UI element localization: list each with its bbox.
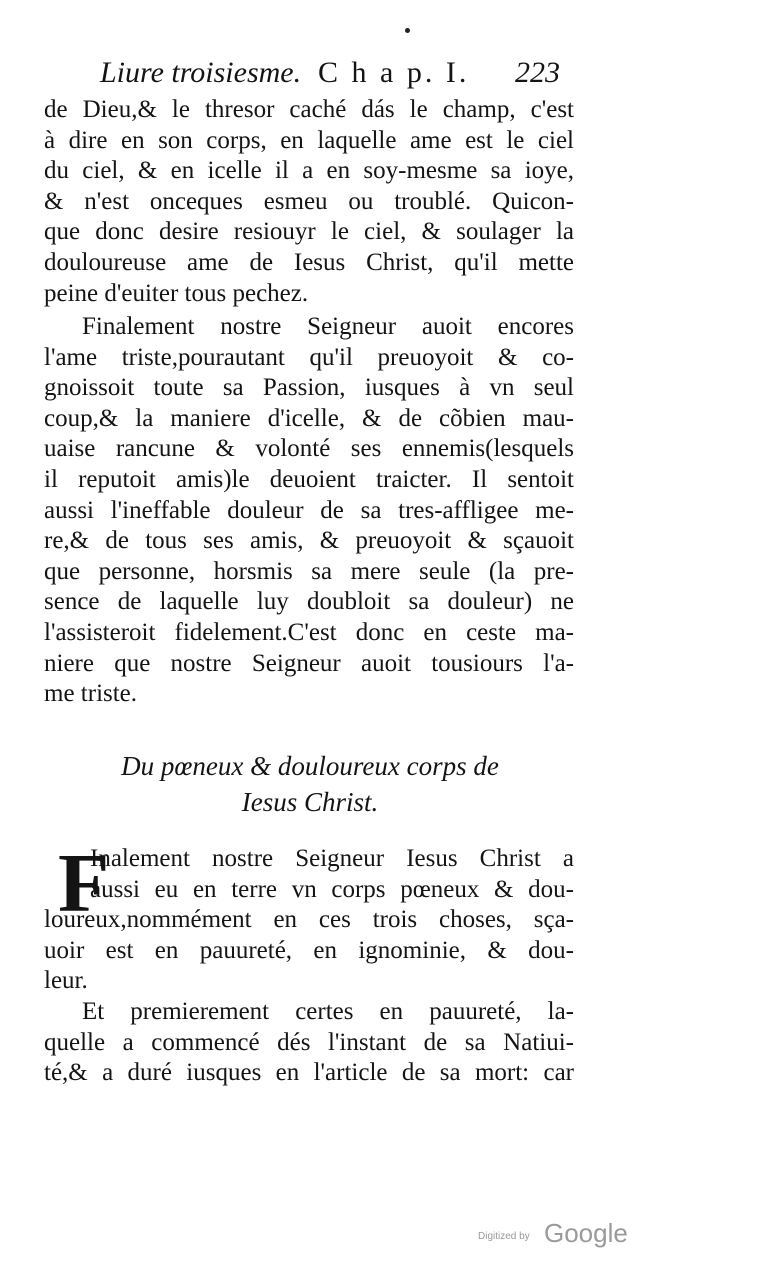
page-number: 223 — [515, 56, 560, 89]
text-line: loureux,nommément en ces trois choses, sça- — [44, 906, 574, 934]
text-line: l'assisteroit fidelement.C'est donc en ceste ma- — [44, 618, 574, 646]
watermark-prefix: Digitized by — [478, 1231, 530, 1242]
digitized-watermark — [478, 1218, 638, 1252]
text-line: uoir est en pauureté, en ignominie, & dou- — [44, 936, 574, 964]
text-line: aussi l'ineffable douleur de sa tres-affligee me- — [44, 496, 574, 524]
text-line: douloureuse ame de Iesus Christ, qu'il mette — [44, 248, 574, 276]
text-line: Inalement nostre Seigneur Iesus Christ a — [90, 845, 574, 872]
text-line: quelle a commencé dés l'instant de sa Natiui- — [44, 1028, 574, 1056]
text-line: coup,& la maniere d'icelle, & de cõbien mau- — [44, 404, 574, 432]
section-heading-line-1: Du pœneux & douloureux corps de — [121, 751, 499, 781]
running-head — [100, 56, 560, 96]
text-line: sence de laquelle luy doubloit sa douleur) ne — [44, 588, 574, 616]
text-line: re,& de tous ses amis, & preuoyoit & sçauoit — [44, 527, 574, 555]
text-line: uaise rancune & volonté ses ennemis(lesquels — [44, 435, 574, 463]
text-line: que donc desire resiouyr le ciel, & soulager la — [44, 218, 574, 246]
text-line: & n'est onceques esmeu ou troublé. Quicon- — [44, 187, 574, 215]
text-line: de Dieu,& le thresor caché dás le champ, c'est — [44, 96, 574, 123]
text-line: té,& a duré iusques en l'article de sa mort: car — [44, 1059, 574, 1087]
text-line: Finalement nostre Seigneur auoit encores — [82, 313, 574, 340]
text-line: Et premierement certes en pauureté, la- — [82, 997, 574, 1025]
paragraph-continued — [44, 95, 574, 309]
printer-mark-dot — [405, 28, 410, 33]
text-line: leur. — [44, 967, 88, 995]
text-line: me triste. — [44, 680, 138, 708]
running-head-book: Liure troisiesme. — [100, 56, 302, 89]
running-head-chapter: C h a p. I. — [318, 56, 470, 89]
text-line: peine d'euiter tous pechez. — [44, 279, 309, 307]
watermark-brand: Google — [544, 1218, 628, 1248]
section-body — [44, 837, 574, 1089]
text-line: à dire en son corps, en laquelle ame est le ciel — [44, 126, 574, 154]
section-heading — [60, 748, 560, 820]
drop-cap: F — [58, 837, 110, 930]
paragraph-finalement — [44, 312, 574, 710]
text-line: l'ame triste,pourautant qu'il preuoyoit & co- — [44, 343, 574, 371]
text-line: il reputoit amis)le deuoient traicter. Il sentoit — [44, 465, 574, 493]
text-line: du ciel, & en icelle il a en soy-mesme sa ioye, — [44, 157, 574, 185]
text-line: aussi eu en terre vn corps pœneux & dou- — [90, 875, 574, 903]
text-line: niere que nostre Seigneur auoit tousiours l'a- — [44, 649, 574, 677]
section-heading-line-2: Iesus Christ. — [241, 787, 379, 817]
text-line: gnoissoit toute sa Passion, iusques à vn seul — [44, 374, 574, 402]
text-line: que personne, horsmis sa mere seule (la pre- — [44, 557, 574, 585]
